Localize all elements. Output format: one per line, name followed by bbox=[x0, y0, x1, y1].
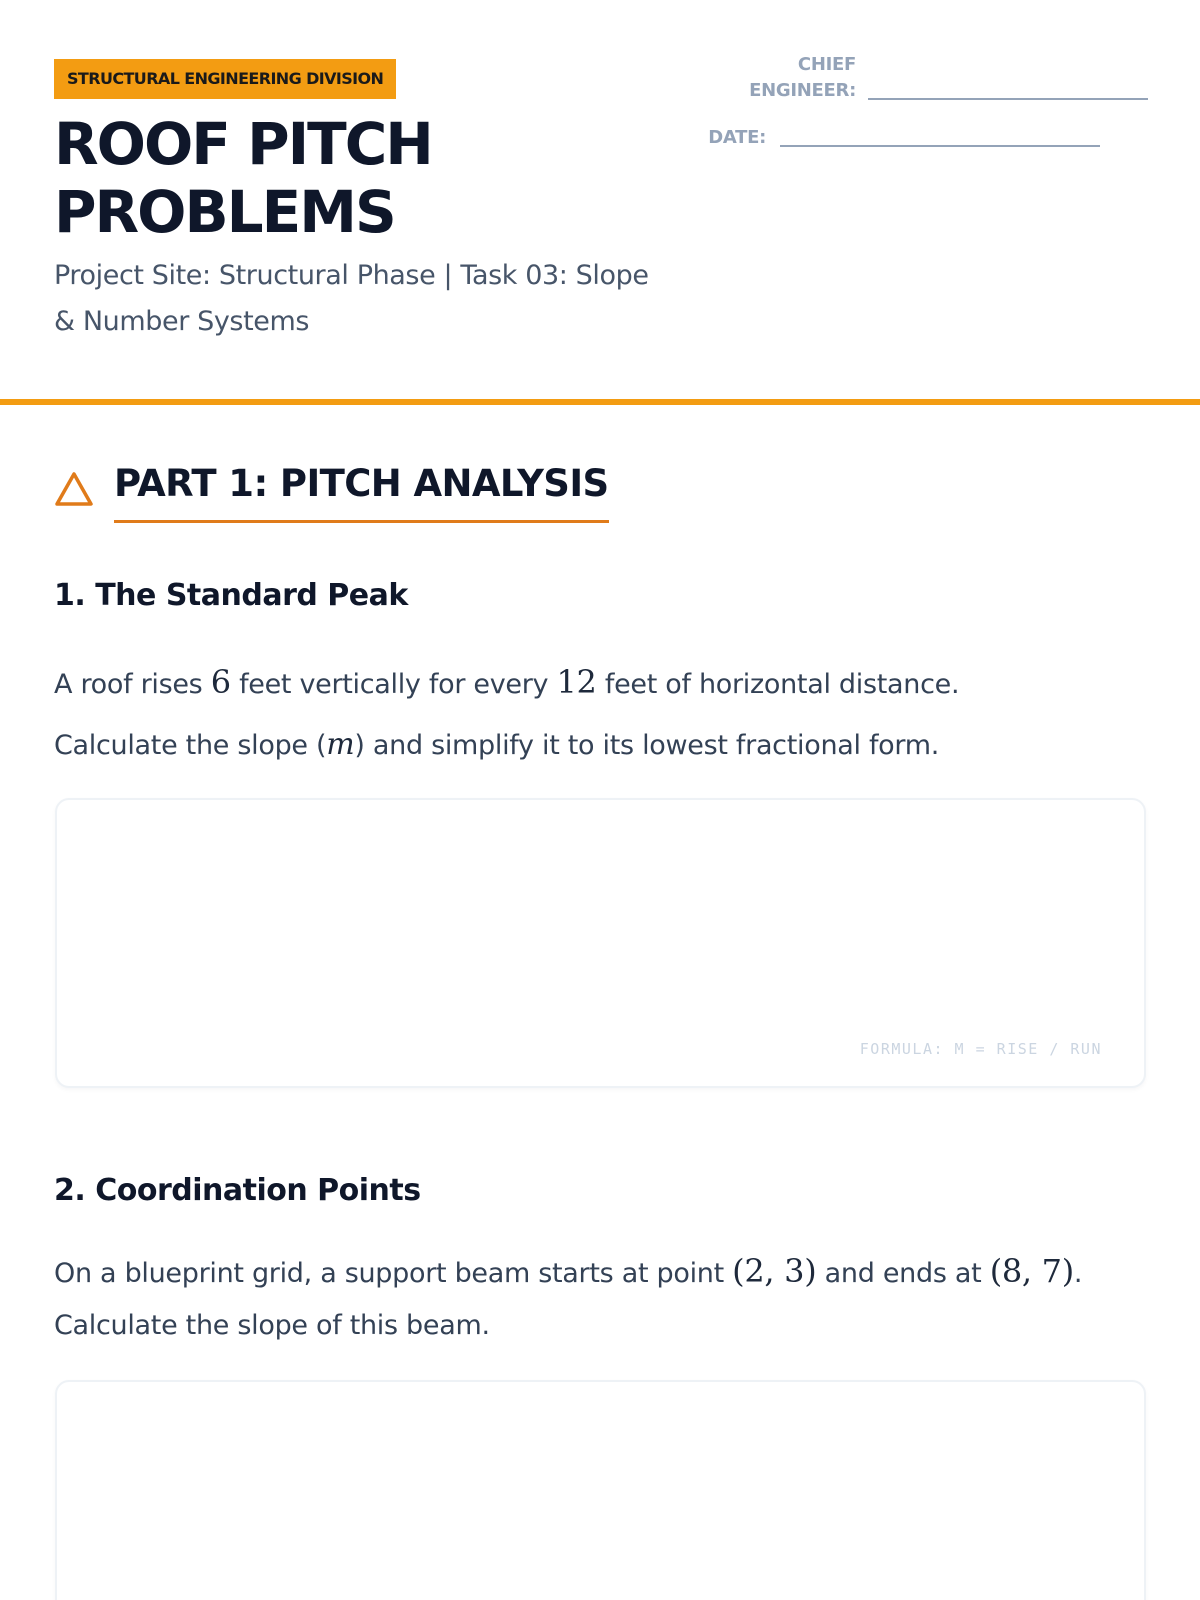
date-field bbox=[700, 125, 1100, 151]
worksheet-header bbox=[0, 0, 1200, 400]
section-title: PART 1: PITCH ANALYSIS bbox=[114, 458, 609, 523]
chief-engineer-field bbox=[740, 52, 1148, 104]
problem-2-text-a: On a blueprint grid, a support beam starts at point bbox=[54, 1258, 733, 1289]
chief-engineer-label bbox=[740, 52, 856, 104]
section-heading bbox=[54, 458, 609, 523]
division-badge: STRUCTURAL ENGINEERING DIVISION bbox=[54, 59, 396, 99]
header-divider bbox=[0, 399, 1200, 405]
formula-hint: FORMULA: M = RISE / RUN bbox=[859, 1040, 1102, 1058]
date-entry-line[interactable] bbox=[780, 145, 1100, 147]
page-subtitle-line-2: & Number Systems bbox=[54, 306, 310, 337]
problem-1-answer-box[interactable] bbox=[55, 798, 1146, 1088]
chief-engineer-label-line-1: CHIEF bbox=[797, 54, 856, 75]
problem-2-end-point: (8, 7) bbox=[989, 1252, 1074, 1290]
problem-2-start-point: (2, 3) bbox=[732, 1252, 817, 1290]
problem-2-text bbox=[54, 1245, 1154, 1352]
date-label: DATE: bbox=[708, 127, 766, 148]
page-title-line-1: ROOF PITCH bbox=[54, 110, 432, 178]
problem-2-title: 2. Coordination Points bbox=[54, 1173, 421, 1208]
problem-1-line-1 bbox=[54, 652, 1154, 715]
problem-1-run-value: 12 bbox=[556, 663, 597, 701]
problem-2-line-1 bbox=[54, 1245, 1154, 1300]
problem-2-answer-box[interactable] bbox=[55, 1380, 1146, 1600]
problem-2-text-b: and ends at bbox=[816, 1258, 990, 1289]
chief-engineer-signature-line[interactable] bbox=[868, 98, 1148, 100]
problem-1-text bbox=[54, 652, 1154, 776]
page-title-line-2: PROBLEMS bbox=[54, 178, 395, 246]
warning-triangle-icon bbox=[54, 470, 94, 510]
problem-1-line-2 bbox=[54, 715, 1154, 776]
page-subtitle bbox=[54, 253, 734, 345]
problem-1-slope-symbol: m bbox=[326, 727, 355, 762]
chief-engineer-label-line-2: ENGINEER: bbox=[749, 80, 856, 101]
problem-2-line-2: Calculate the slope of this beam. bbox=[54, 1310, 490, 1341]
problem-1-text-c: feet of horizontal distance. bbox=[596, 669, 960, 700]
problem-1-text-a: A roof rises bbox=[54, 669, 211, 700]
page-subtitle-line-1: Project Site: Structural Phase | Task 03: Slope bbox=[54, 260, 649, 291]
problem-1-text-e: ) and simplify it to its lowest fractional form. bbox=[354, 730, 940, 761]
problem-1-text-b: feet vertically for every bbox=[230, 669, 557, 700]
problem-1-rise-value: 6 bbox=[210, 663, 231, 701]
problem-1-title: 1. The Standard Peak bbox=[54, 578, 408, 613]
problem-1-text-d: Calculate the slope ( bbox=[54, 730, 327, 761]
problem-2-text-c: . bbox=[1073, 1258, 1083, 1289]
page-title bbox=[54, 110, 694, 246]
